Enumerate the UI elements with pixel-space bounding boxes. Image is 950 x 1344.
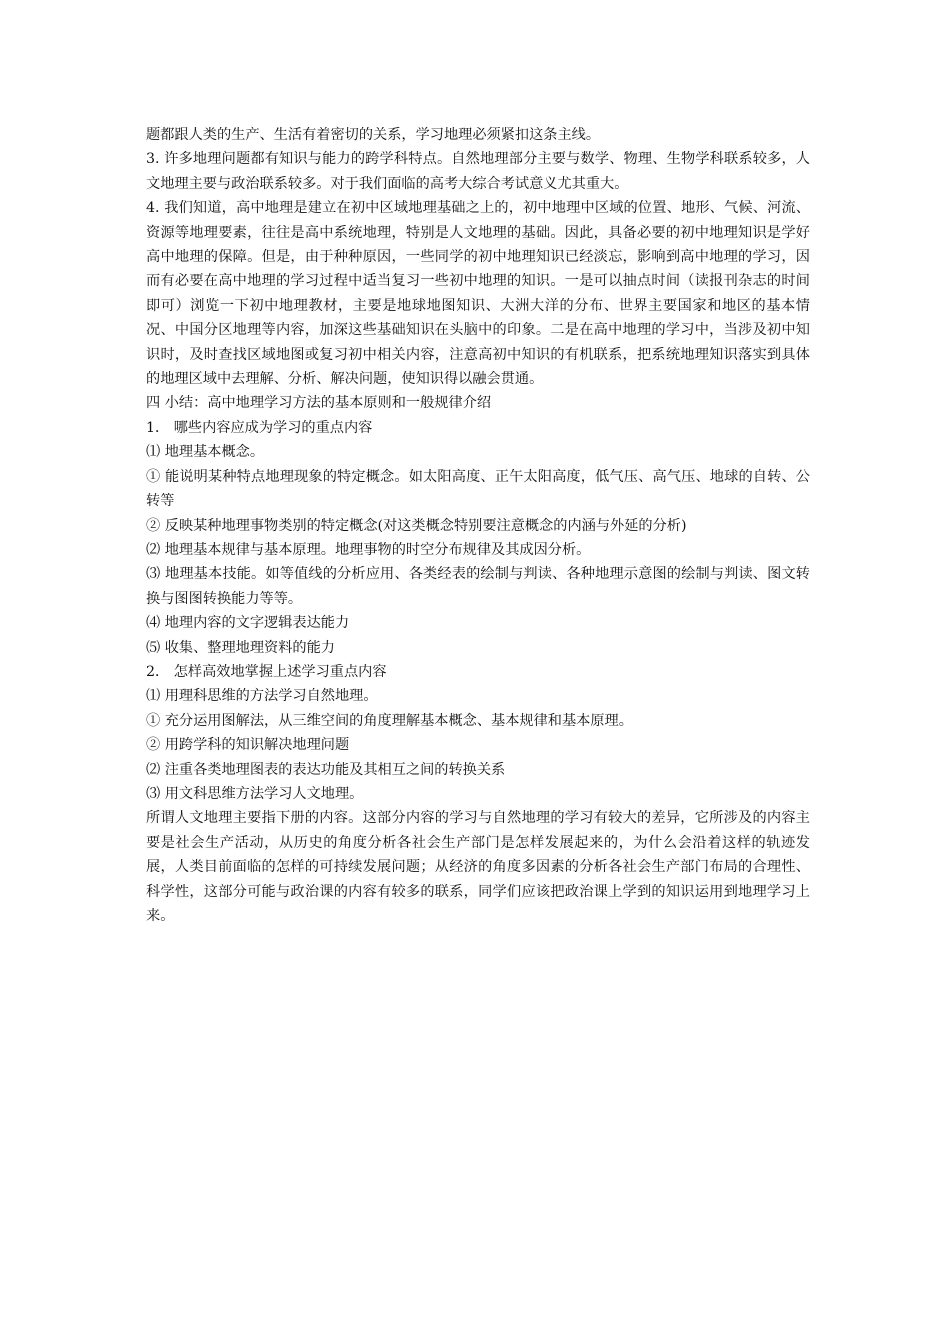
list-subitem: ② 反映某种地理事物类别的特定概念(对这类概念特别要注意概念的内涵与外延的分析) <box>146 517 687 534</box>
section-heading-summary: 四 小结：高中地理学习方法的基本原则和一般规律介绍 <box>146 395 492 412</box>
document-body <box>146 123 810 928</box>
list-subitem: ① 能说明某种特点地理现象的特定概念。如太阳高度、正午太阳高度，低气压、高气压、地球的自转、公转等 <box>146 468 810 510</box>
list-item: ⑵ 地理基本规律与基本原理。地理事物的时空分布规律及其成因分析。 <box>146 541 591 558</box>
list-item: ⑴ 用理科思维的方法学习自然地理。 <box>146 688 378 705</box>
paragraph-continuation: 题都跟人类的生产、生活有着密切的关系，学习地理必须紧扣这条主线。 <box>146 127 601 143</box>
list-subitem: ② 用跨学科的知识解决地理问题 <box>146 737 350 754</box>
list-subitem: ① 充分运用图解法，从三维空间的角度理解基本概念、基本规律和基本原理。 <box>146 712 633 729</box>
list-item: ⑷ 地理内容的文字逻辑表达能力 <box>146 615 350 632</box>
list-item: ⑴ 地理基本概念。 <box>146 444 265 461</box>
list-item: ⑶ 地理基本技能。如等值线的分析应用、各类经表的绘制与判读、各种地理示意图的绘制与判读、图文转换与图图转换能力等等。 <box>146 566 810 607</box>
paragraph-human-geography: 所谓人文地理主要指下册的内容。这部分内容的学习与自然地理的学习有较大的差异，它所涉及的内容主要是社会生产活动，从历史的角度分析各社会生产部门是怎样发展起来的，为什么会沿着这样的轨迹发展，人类目前面临的怎样的可持续发展问题；从经济的角度多因素的分析各社会生产部门布局的合理性、科学性，这部分可能与政治课的内容有较多的联系，同学们应该把政治课上学到的知识运用到地理学习上来。 <box>146 810 810 924</box>
list-heading-2: 2． 怎样高效地掌握上述学习重点内容 <box>146 663 387 680</box>
paragraph-point-3: 3. 许多地理问题都有知识与能力的跨学科特点。自然地理部分主要与数学、物理、生物学科联系较多，人文地理主要与政治联系较多。对于我们面临的高考大综合考试意义尤其重大。 <box>146 151 810 192</box>
list-item: ⑵ 注重各类地理图表的表达功能及其相互之间的转换关系 <box>146 761 506 778</box>
list-item: ⑸ 收集、整理地理资料的能力 <box>146 639 335 656</box>
list-item: ⑶ 用文科思维方法学习人文地理。 <box>146 785 364 802</box>
list-heading-1: 1． 哪些内容应成为学习的重点内容 <box>146 419 373 436</box>
paragraph-point-4: 4. 我们知道，高中地理是建立在初中区域地理基础之上的，初中地理中区域的位置、地形、气候、河流、资源等地理要素，往往是高中系统地理，特别是人文地理的基础。因此，具备必要的初中地理知识是学好高中地理的保障。但是，由于种种原因，一些同学的初中地理知识已经淡忘，影响到高中地理的学习，因而有必要在高中地理的学习过程中适当复习一些初中地理的知识。一是可以抽点时间（读报刊杂志的时间即可）浏览一下初中地理教材，主要是地球地图知识、大洲大洋的分布、世界主要国家和地区的基本情况、中国分区地理等内容，加深这些基础知识在头脑中的印象。二是在高中地理的学习中，当涉及初中知识时，及时查找区域地图或复习初中相关内容，注意高初中知识的有机联系，把系统地理知识落实到具体的地理区域中去理解、分析、解决问题，使知识得以融会贯通。 <box>146 200 810 388</box>
